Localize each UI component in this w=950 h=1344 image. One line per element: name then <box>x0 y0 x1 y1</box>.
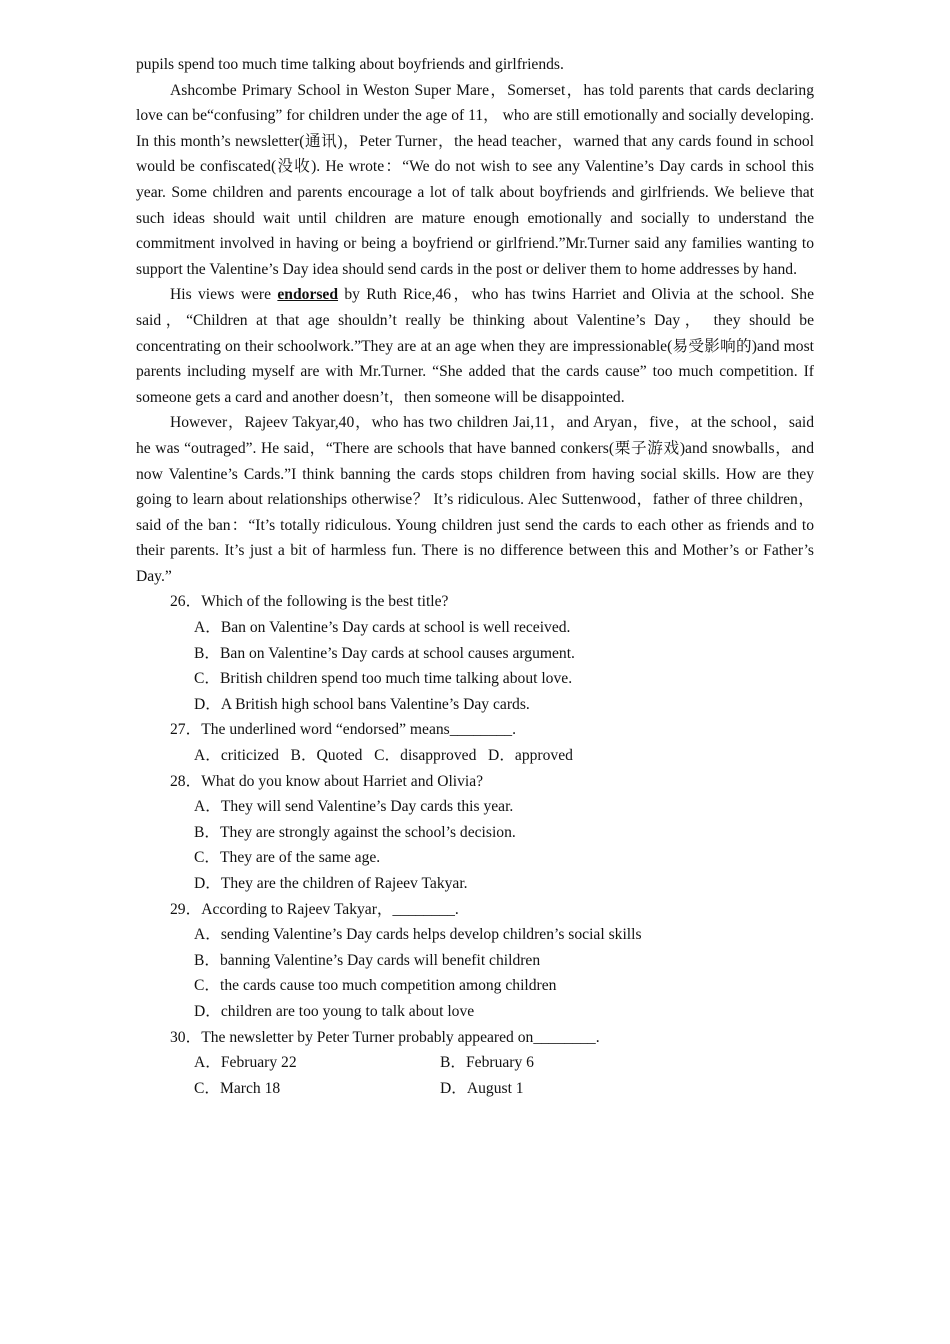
question-29-option-c: C．the cards cause too much competition among children <box>194 977 557 995</box>
question-28-option-d: D．They are the children of Rajeev Takyar. <box>194 875 468 892</box>
passage-paragraph-3: However，Rajeev Takyar,40，who has two children Jai,11，and Aryan，five，at the school，said he was “outraged”. He said，“There are schools that have banned conkers(栗子游戏)and snowballs，and now Valentine’s Cards.”I think banning the cards stops children from having social skills. How are they going to learn about relationships otherwise？ It’s ridiculous. Alec Suttenwood，father of three children，said of the ban：“It’s totally ridiculous. Young children just send the cards to each other as friends and to their parents. It’s just a bit of harmless fun. There is no difference between this and Mother’s or Father’s Day.” <box>136 414 814 585</box>
question-30-option-b: B．February 6 <box>440 1054 534 1072</box>
question-27-options: A．criticized B．Quoted C．disapproved D．approved <box>194 747 573 765</box>
question-30-option-c: C．March 18 <box>194 1079 281 1097</box>
question-29-option-d: D．children are too young to talk about love <box>194 1002 475 1020</box>
question-26-option-a: A．Ban on Valentine’s Day cards at school is well received. <box>194 619 571 637</box>
question-28-option-c: C．They are of the same age. <box>194 849 381 867</box>
question-28-option-a: A．They will send Valentine’s Day cards this year. <box>194 798 514 816</box>
question-28-option-b: B．They are strongly against the school’s decision. <box>194 823 516 841</box>
passage-paragraph-1: Ashcombe Primary School in Weston Super Mare，Somerset，has told parents that cards declaring love can be“confusing” for children under the age of 11， who are still emotionally and socially developing. In this month’s newsletter(通讯)，Peter Turner，the head teacher，warned that any cards found in school would be confiscated(没收). He wrote：“We do not wish to see any Valentine’s Day cards in school this year. Some children and parents encourage a lot of talk about boyfriends and girlfriends. We believe that such ideas should wait until children are mature enough emotionally and socially to understand the commitment involved in having or being a boyfriend or girlfriend.”Mr.Turner said any families wanting to support the Valentine’s Day idea should send cards in the post or deliver them to home addresses by hand. <box>136 81 814 278</box>
question-30-stem: 30．The newsletter by Peter Turner probably appeared on________. <box>170 1028 600 1046</box>
question-30-option-d: D．August 1 <box>440 1079 524 1097</box>
question-29-option-a: A．sending Valentine’s Day cards helps develop children’s social skills <box>194 926 642 944</box>
question-26-stem: 26．Which of the following is the best title? <box>170 593 449 611</box>
question-26-option-b: B．Ban on Valentine’s Day cards at school causes argument. <box>194 644 575 662</box>
paragraph-2-start: His views were <box>170 286 278 304</box>
question-29-option-b: B．banning Valentine’s Day cards will benefit children <box>194 951 541 969</box>
reading-passage-page <box>136 52 814 1101</box>
question-29-stem: 29．According to Rajeev Takyar，________. <box>170 900 459 918</box>
question-27-stem: 27．The underlined word “endorsed” means________. <box>170 721 517 739</box>
question-28-stem: 28．What do you know about Harriet and Olivia? <box>170 772 484 790</box>
question-30-options <box>136 1050 814 1101</box>
question-26-option-d: D．A British high school bans Valentine’s Day cards. <box>194 695 530 713</box>
question-26-option-c: C．British children spend too much time talking about love. <box>194 670 573 688</box>
passage-paragraph-0: pupils spend too much time talking about boyfriends and girlfriends. <box>136 56 564 73</box>
paragraph-2-rest: by Ruth Rice,46，who has twins Harriet and Olivia at the school. She said，“Children at that age shouldn’t really be thinking about Valentine’s Day， they should be concentrating on their schoolwork.”They are at an age when they are impressionable(易受影响的)and most parents including myself are with Mr.Turner. “She added that the cards cause” too much competition. If someone gets a card and another doesn’t，then someone will be disappointed. <box>136 286 814 406</box>
underlined-word-endorsed: endorsed <box>277 286 339 304</box>
question-30-option-a: A．February 22 <box>194 1054 297 1072</box>
passage-paragraph-2 <box>136 282 814 410</box>
